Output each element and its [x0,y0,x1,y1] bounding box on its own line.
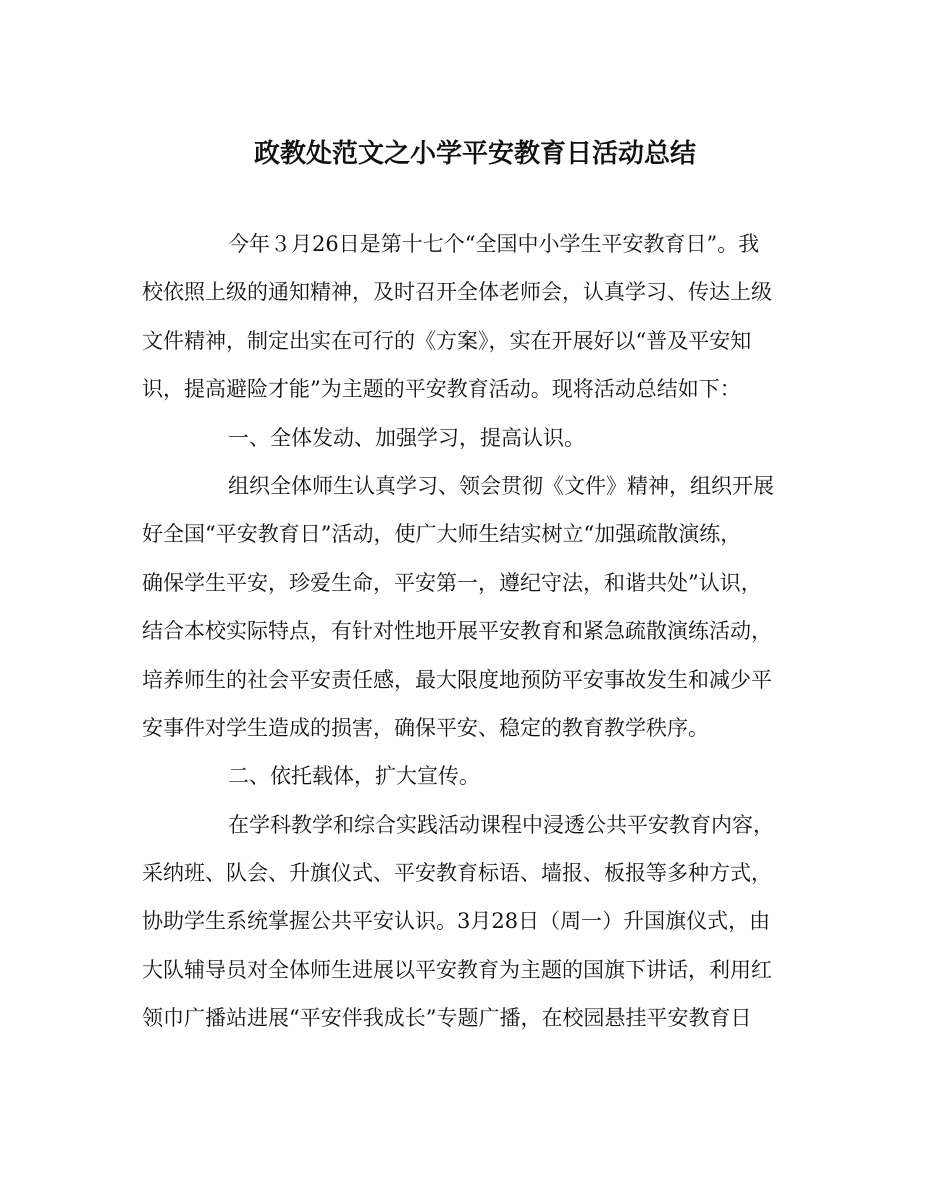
paragraph-line: 结合本校实际特点，有针对性地开展平安教育和紧急疏散演练活动， [142,619,772,644]
paragraph-line: 今年３月26日是第十七个“全国中小学生平安教育日”。我 [228,232,760,256]
paragraph-line: 大队辅导员对全体师生进展以平安教育为主题的国旗下讲话，利用红 [142,957,772,982]
document-title: 政教处范文之小学平安教育日活动总结 [253,139,696,169]
paragraph-line: 识，提高避险才能”为主题的平安教育活动。现将活动总结如下： [142,377,741,402]
paragraph-line: 协助学生系统掌握公共平安认识。3月28日（周一）升国旗仪式，由 [142,909,771,934]
paragraph-line: 确保学生平安，珍爱生命，平安第一，遵纪守法，和谐共处”认识， [142,570,762,595]
paragraph-line: 采纳班、队会、升旗仪式、平安教育标语、墙报、板报等多种方式， [142,861,772,886]
paragraph-line: 培养师生的社会平安责任感，最大限度地预防平安事故发生和减少平 [142,667,772,692]
section-heading: 一、全体发动、加强学习，提高认识。 [228,425,585,450]
paragraph-line: 文件精神，制定出实在可行的《方案》，实在开展好以“普及平安知 [142,328,752,353]
paragraph-line: 好全国“平安教育日”活动，使广大师生结实树立“加强疏散演练， [142,522,742,547]
paragraph-line: 校依照上级的通知精神，及时召开全体老师会，认真学习、传达上级 [142,280,772,305]
paragraph-line: 安事件对学生造成的损害，确保平安、稳定的教育教学秩序。 [142,715,709,740]
paragraph-line: 在学科教学和综合实践活动课程中浸透公共平安教育内容， [228,812,774,837]
paragraph-line: 组织全体师生认真学习、领会贯彻《文件》精神，组织开展 [228,473,774,498]
section-heading: 二、依托载体，扩大宣传。 [228,764,480,789]
paragraph-line: 领巾广播站进展“平安伴我成长”专题广播，在校园悬挂平安教育日 [142,1006,752,1031]
document-body [142,220,802,1043]
